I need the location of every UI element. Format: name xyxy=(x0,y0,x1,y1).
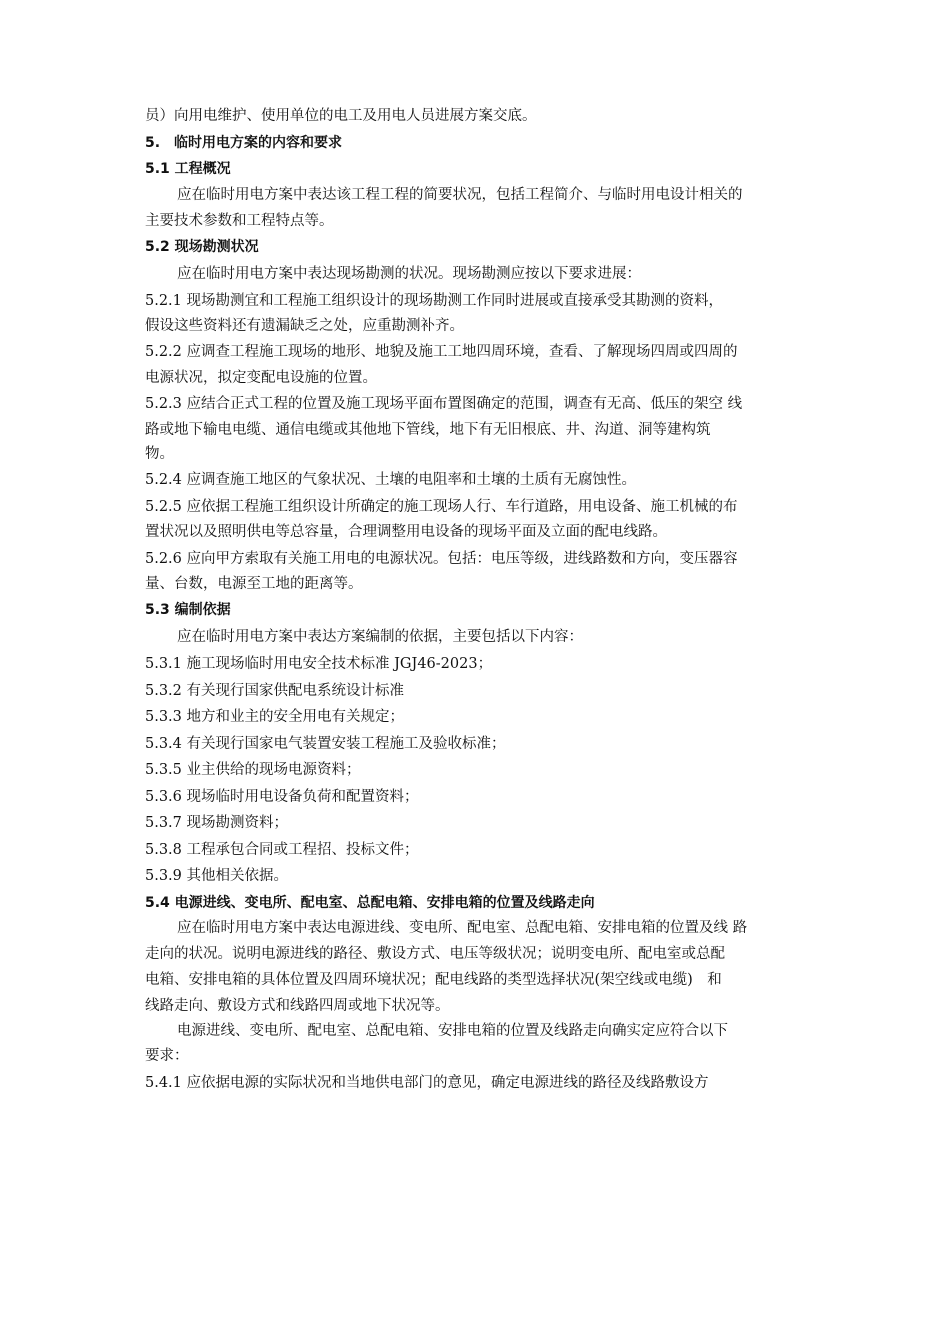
text-line: 主要技术参数和工程特点等。 xyxy=(145,213,334,229)
text-line: 电源状况，拟定变配电设施的位置。 xyxy=(145,370,377,386)
text-line: 要求： xyxy=(145,1048,189,1064)
text-line: 路或地下输电电缆、通信电缆或其他地下管线，地下有无旧根底、井、沟道、洞等建构筑 xyxy=(145,422,711,438)
text-line: 5.4.1 应依据电源的实际状况和当地供电部门的意见，确定电源进线的路径及线路敷设方 xyxy=(145,1075,709,1091)
text-line: 应在临时用电方案中表达该工程工程的简要状况，包括工程简介、与临时用电设计相关的 xyxy=(177,187,743,203)
list-item: 5.3.3 地方和业主的安全用电有关规定； xyxy=(145,709,405,725)
list-item: 5.3.4 有关现行国家电气装置安装工程施工及验收标准； xyxy=(145,736,506,752)
text-line: 5.2.2 应调查工程施工现场的地形、地貌及施工工地四周环境，查看、了解现场四周或四周的 xyxy=(145,344,738,360)
text-line: 电源进线、变电所、配电室、总配电箱、安排电箱的位置及线路走向确实定应符合以下 xyxy=(177,1023,728,1039)
text-line: 5.2.1 现场勘测宜和工程施工组织设计的现场勘测工作同时进展或直接承受其勘测的资料， xyxy=(145,293,723,309)
list-item: 5.3.1 施工现场临时用电安全技术标准 JGJ46-2023； xyxy=(145,656,493,672)
text-line: 假设这些资料还有遗漏缺乏之处，应重勘测补齐。 xyxy=(145,318,464,334)
list-item: 5.3.5 业主供给的现场电源资料； xyxy=(145,762,361,778)
text-line: 应在临时用电方案中表达电源进线、变电所、配电室、总配电箱、安排电箱的位置及线 路 xyxy=(177,920,748,936)
section-heading: 5.3 编制依据 xyxy=(145,602,231,618)
section-heading: 5. 临时用电方案的内容和要求 xyxy=(145,135,343,151)
text-line: 线路走向、敷设方式和线路四周或地下状况等。 xyxy=(145,998,450,1014)
text-line: 置状况以及照明供电等总容量，合理调整用电设备的现场平面及立面的配电线路。 xyxy=(145,524,667,540)
text-line: 量、台数，电源至工地的距离等。 xyxy=(145,576,363,592)
text-line: 电箱、安排电箱的具体位置及四周环境状况；配电线路的类型选择状况(架空线或电缆) 和 xyxy=(145,972,722,988)
list-item: 5.3.2 有关现行国家供配电系统设计标准 xyxy=(145,683,405,699)
section-heading: 5.4 电源进线、变电所、配电室、总配电箱、安排电箱的位置及线路走向 xyxy=(145,895,595,911)
text-line: 应在临时用电方案中表达现场勘测的状况。现场勘测应按以下要求进展： xyxy=(177,266,641,282)
section-heading: 5.1 工程概况 xyxy=(145,161,231,177)
text-line: 5.2.6 应向甲方索取有关施工用电的电源状况。包括：电压等级，进线路数和方向，变压器容 xyxy=(145,551,738,567)
section-heading: 5.2 现场勘测状况 xyxy=(145,239,259,255)
text-line: 5.2.4 应调查施工地区的气象状况、土壤的电阻率和土壤的土质有无腐蚀性。 xyxy=(145,472,637,488)
text-line: 走向的状况。说明电源进线的路径、敷设方式、电压等级状况；说明变电所、配电室或总配 xyxy=(145,946,725,962)
list-item: 5.3.6 现场临时用电设备负荷和配置资料； xyxy=(145,789,419,805)
text-line: 物。 xyxy=(145,446,174,462)
text-line: 5.2.3 应结合正式工程的位置及施工现场平面布置图确定的范围，调查有无高、低压的架空 线 xyxy=(145,396,743,412)
list-item: 5.3.8 工程承包合同或工程招、投标文件； xyxy=(145,842,419,858)
text-line: 应在临时用电方案中表达方案编制的依据，主要包括以下内容： xyxy=(177,629,583,645)
text-line: 员）向用电维护、使用单位的电工及用电人员进展方案交底。 xyxy=(145,108,537,124)
list-item: 5.3.9 其他相关依据。 xyxy=(145,868,289,884)
list-item: 5.3.7 现场勘测资料； xyxy=(145,815,289,831)
text-line: 5.2.5 应依据工程施工组织设计所确定的施工现场人行、车行道路，用电设备、施工机械的布 xyxy=(145,499,738,515)
